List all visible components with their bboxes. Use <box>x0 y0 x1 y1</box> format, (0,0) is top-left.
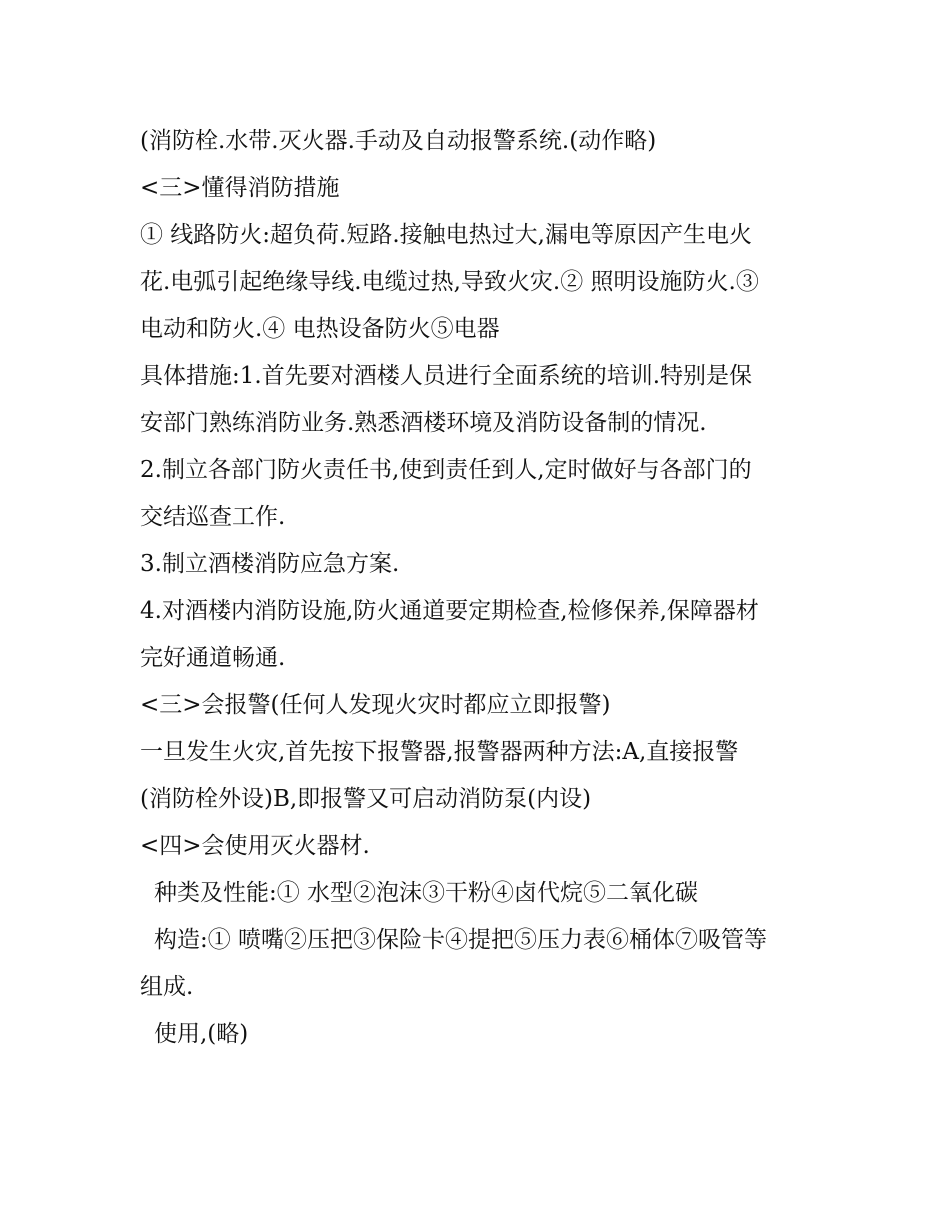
text-line: 4.对酒楼内消防设施,防火通道要定期检查,检修保养,保障器材 <box>140 598 759 624</box>
text-line: (消防栓外设)B,即报警又可启动消防泵(内设) <box>140 786 592 812</box>
text-line: 构造:① 喷嘴②压把③保险卡④提把⑤压力表⑥桶体⑦吸管等 <box>154 927 768 953</box>
text-line: (消防栓.水带.灭火器.手动及自动报警系统.(动作略) <box>140 128 657 154</box>
section-heading: <三>会报警(任何人发现火灾时都应立即报警) <box>140 692 611 718</box>
text-line: 使用,(略) <box>154 1021 249 1047</box>
text-line: 安部门熟练消防业务.熟悉酒楼环境及消防设备制的情况. <box>140 410 707 436</box>
text-line: 花.电弧引起绝缘导线.电缆过热,导致火灾.② 照明设施防火.③ <box>140 269 759 295</box>
text-line: 种类及性能:① 水型②泡沫③干粉④卤代烷⑤二氧化碳 <box>154 880 699 906</box>
text-line: ① 线路防火:超负荷.短路.接触电热过大,漏电等原因产生电火 <box>140 222 752 248</box>
text-line: 2.制立各部门防火责任书,使到责任到人,定时做好与各部门的 <box>140 457 752 483</box>
text-line: 3.制立酒楼消防应急方案. <box>140 551 400 577</box>
text-line: 具体措施:1.首先要对酒楼人员进行全面系统的培训.特别是保 <box>140 363 753 389</box>
text-line: 完好通道畅通. <box>140 645 286 671</box>
section-heading: <四>会使用灭火器材. <box>140 833 370 859</box>
text-line: 组成. <box>140 974 194 1000</box>
text-line: 电动和防火.④ 电热设备防火⑤电器 <box>140 316 500 342</box>
text-line: 交结巡查工作. <box>140 504 286 530</box>
document-body <box>140 118 830 1058</box>
text-line: 一旦发生火灾,首先按下报警器,报警器两种方法:A,直接报警 <box>140 739 739 765</box>
section-heading: <三>懂得消防措施 <box>140 175 340 201</box>
